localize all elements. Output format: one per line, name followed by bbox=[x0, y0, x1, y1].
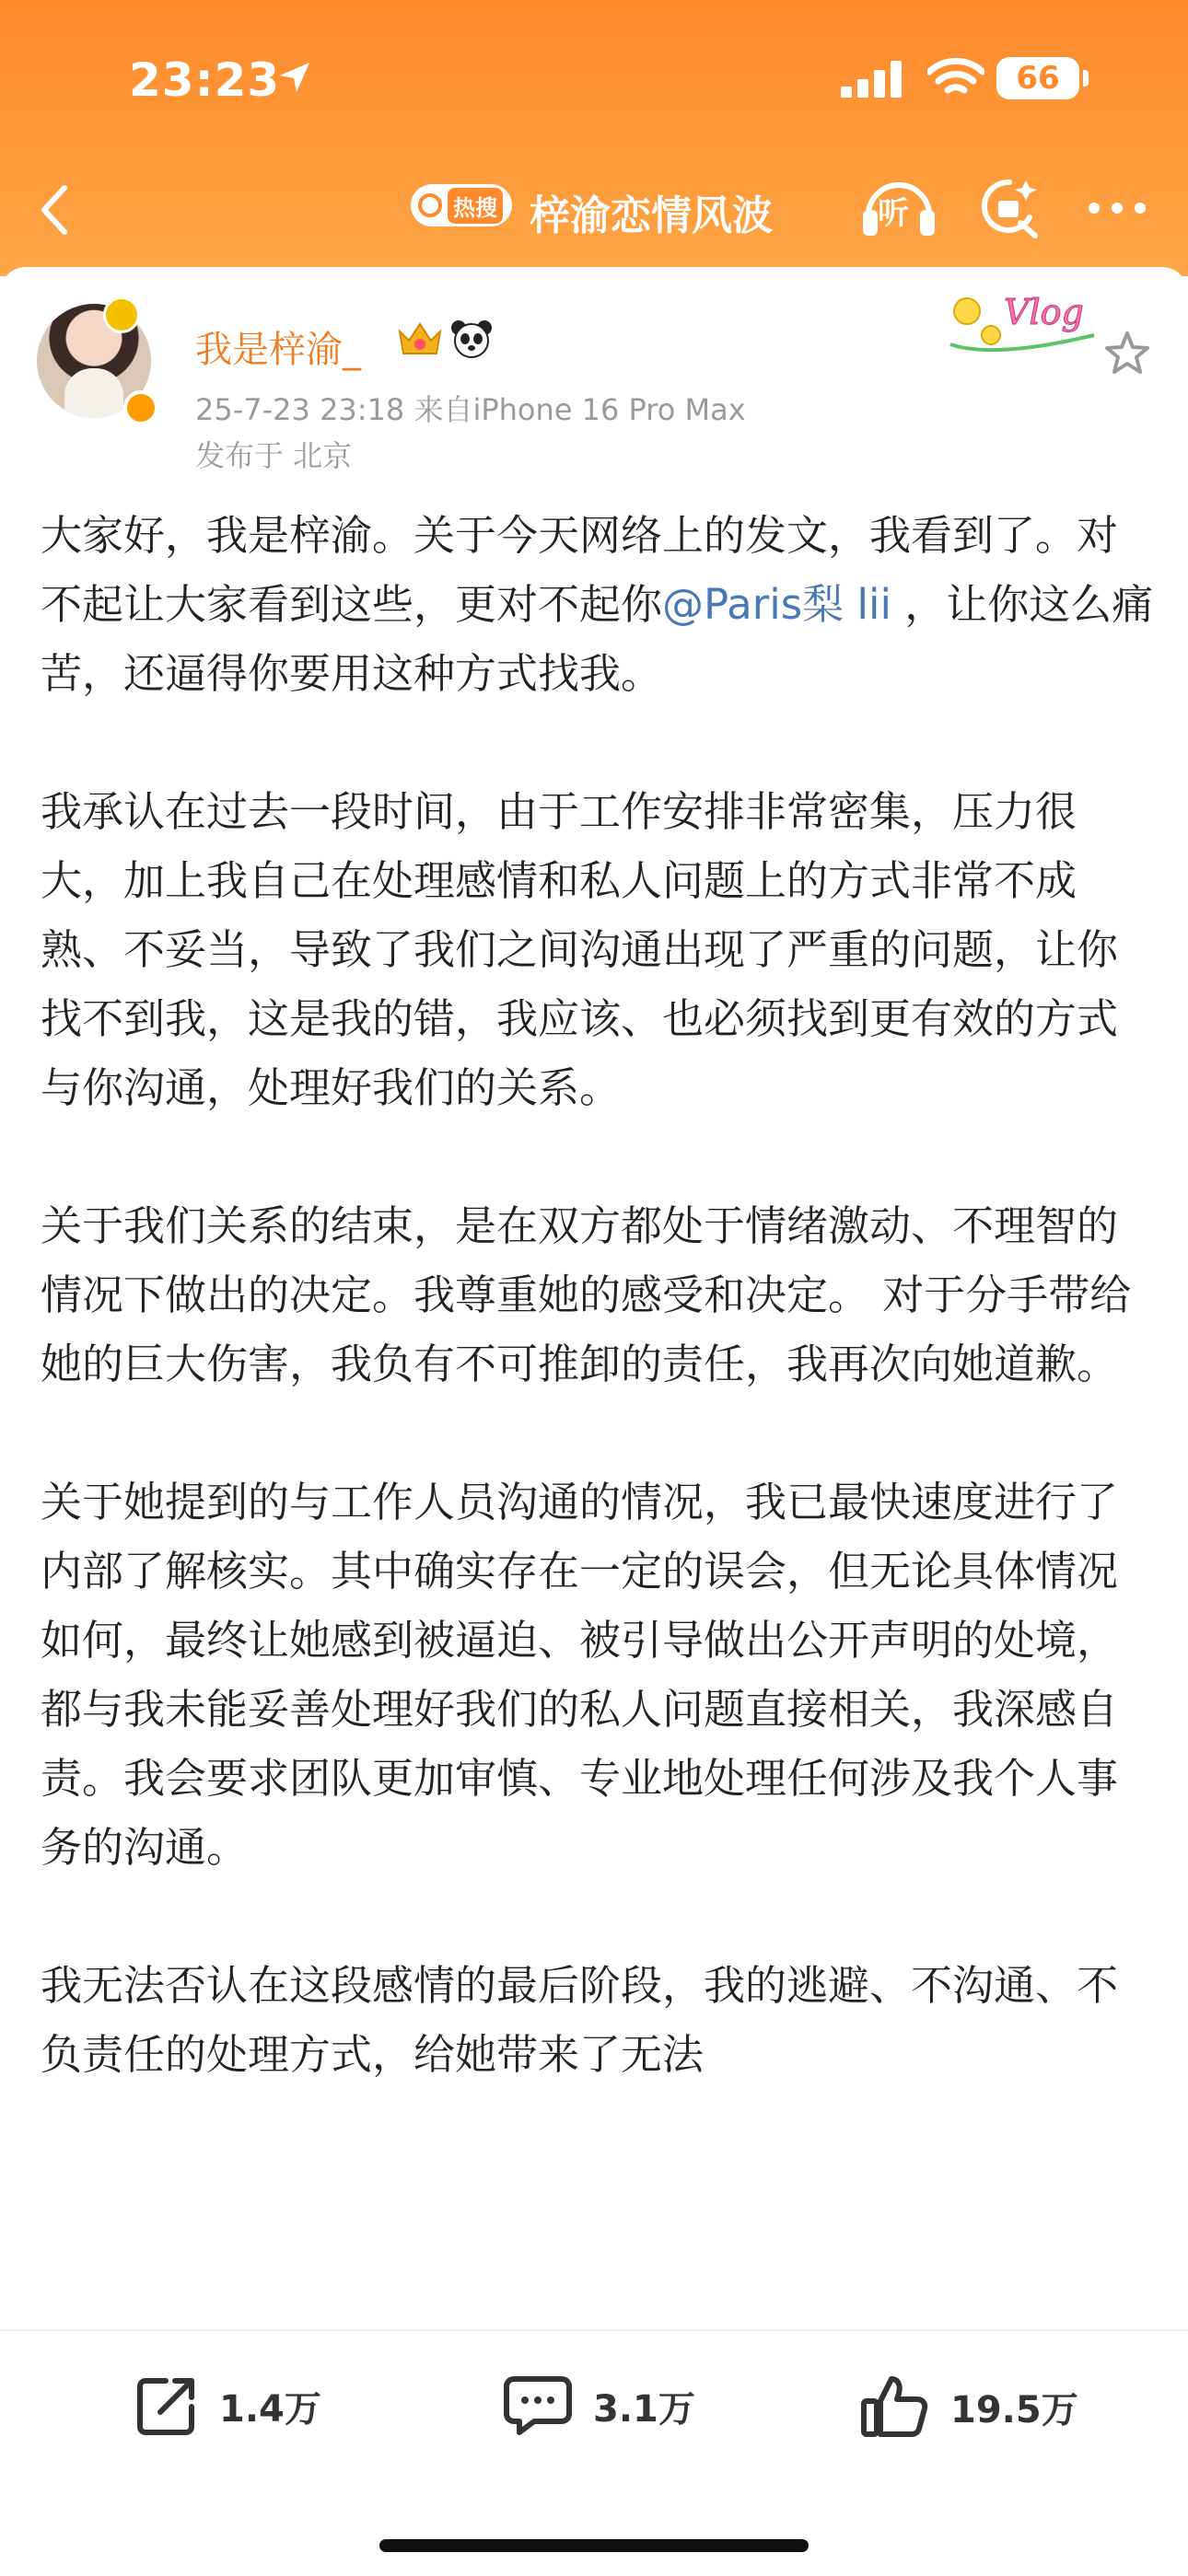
hot-search-tag[interactable] bbox=[411, 184, 512, 226]
battery-tip bbox=[1083, 70, 1089, 87]
share-icon bbox=[134, 2373, 199, 2438]
post-paragraph: 我无法否认在这段感情的最后阶段，我的逃避、不沟通、不负责任的处理方式，给她带来了无法 bbox=[41, 1961, 1119, 2079]
ask-search-icon[interactable] bbox=[976, 175, 1042, 241]
hot-search-label: 热搜 bbox=[448, 188, 503, 224]
post-location: 发布于 北京 bbox=[195, 438, 353, 473]
location-arrow-icon bbox=[276, 59, 313, 96]
favorite-star-icon[interactable] bbox=[1101, 328, 1153, 379]
more-options-icon[interactable] bbox=[1087, 201, 1147, 215]
panda-icon bbox=[449, 319, 494, 359]
post-content bbox=[41, 501, 1155, 2158]
content-fade bbox=[0, 2228, 1188, 2329]
post-meta: 25-7-23 23:18 来自iPhone 16 Pro Max bbox=[195, 392, 746, 427]
search-icon bbox=[418, 193, 442, 217]
home-indicator[interactable] bbox=[379, 2539, 809, 2552]
paragraph-text: 大家好，我是梓渝。关于今天网络上的发文，我看到了。对不起让大家看到这些，更对不起你 bbox=[41, 511, 1119, 629]
thumbs-up-icon bbox=[860, 2373, 930, 2440]
medal-badge-icon bbox=[103, 296, 140, 333]
post-paragraph: 关于她提到的与工作人员沟通的情况，我已最快速度进行了内部了解核实。其中确实存在一定的误会，但无论具体情况如何，最终让她感到被逼迫、被引导做出公开声明的处境，都与我未能妥善处理好我们的私人问题直接相关，我深感自责。我会要求团队更加审慎、专业地处理任何涉及我个人事务的沟通。 bbox=[41, 1478, 1119, 1872]
verified-badge-icon bbox=[123, 390, 158, 425]
listen-label: 听 bbox=[878, 195, 909, 232]
comment-icon bbox=[503, 2373, 573, 2438]
comment-count: 3.1万 bbox=[593, 2387, 695, 2431]
page-title: 梓渝恋情风波 bbox=[530, 192, 773, 239]
repost-count: 1.4万 bbox=[219, 2387, 321, 2431]
repost-button[interactable] bbox=[134, 2373, 321, 2438]
back-arrow-icon[interactable] bbox=[37, 182, 74, 238]
paragraph-text: ，让你这么痛苦，还逼得你要用这种方式找我。 bbox=[41, 580, 1154, 698]
comment-button[interactable] bbox=[503, 2373, 695, 2438]
avatar-figure bbox=[64, 368, 123, 418]
like-button[interactable] bbox=[860, 2373, 1078, 2440]
like-count: 19.5万 bbox=[950, 2388, 1078, 2431]
battery-indicator: 66 bbox=[996, 57, 1079, 99]
vlog-badge bbox=[939, 280, 1105, 363]
username[interactable]: 我是梓渝_ bbox=[195, 329, 361, 371]
user-mention-link[interactable]: @Paris梨 lii bbox=[662, 580, 891, 629]
post-paragraph bbox=[41, 501, 1155, 708]
cellular-signal-icon bbox=[841, 61, 907, 98]
post-paragraph: 我承认在过去一段时间，由于工作安排非常密集，压力很大，加上我自己在处理感情和私人问题上的方式非常不成熟、不妥当，导致了我们之间沟通出现了严重的问题，让你找不到我，这是我的错，我应该、也必须找到更有效的方式与你沟通，处理好我们的关系。 bbox=[41, 787, 1119, 1112]
wifi-icon bbox=[927, 57, 984, 99]
vlog-label: Vlog bbox=[1004, 292, 1084, 332]
crown-badge-icon bbox=[394, 319, 446, 359]
post-paragraph: 关于我们关系的结束，是在双方都处于情绪激动、不理智的情况下做出的决定。我尊重她的感受和决定。 对于分手带给她的巨大伤害，我负有不可推卸的责任，我再次向她道歉。 bbox=[41, 1201, 1132, 1388]
status-time: 23:23 bbox=[129, 53, 281, 107]
